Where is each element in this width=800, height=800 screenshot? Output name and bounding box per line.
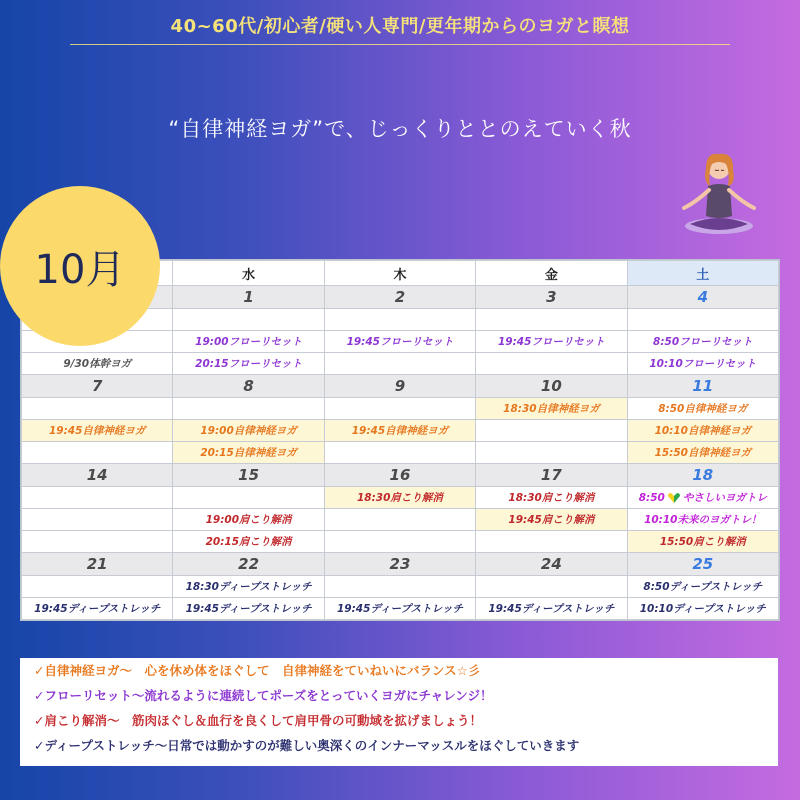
date-cell: 15 xyxy=(173,464,324,487)
weekday-header: 木 xyxy=(324,261,475,286)
calendar-row xyxy=(22,553,779,576)
date-cell: 11 xyxy=(627,375,778,398)
date-cell: 14 xyxy=(22,464,173,487)
class-slot: 15:50肩こり解消 xyxy=(627,531,778,553)
class-slot: 19:45フローリセット xyxy=(476,331,627,353)
class-slot: 19:00肩こり解消 xyxy=(173,509,324,531)
empty-slot xyxy=(476,420,627,442)
calendar-row xyxy=(22,420,779,442)
class-slot: 19:45ディープストレッチ xyxy=(476,598,627,620)
weekday-header: 金 xyxy=(476,261,627,286)
date-cell: 16 xyxy=(324,464,475,487)
calendar-row xyxy=(22,598,779,620)
date-cell: 7 xyxy=(22,375,173,398)
calendar-row xyxy=(22,531,779,553)
class-slot: 10:10ディープストレッチ xyxy=(627,598,778,620)
date-cell: 24 xyxy=(476,553,627,576)
date-cell: 8 xyxy=(173,375,324,398)
date-cell: 9 xyxy=(324,375,475,398)
class-slot: 20:15肩こり解消 xyxy=(173,531,324,553)
date-cell: 22 xyxy=(173,553,324,576)
class-slot: 10:10自律神経ヨガ xyxy=(627,420,778,442)
empty-slot xyxy=(476,531,627,553)
weekday-header: 水 xyxy=(173,261,324,286)
class-slot: 19:45ディープストレッチ xyxy=(22,598,173,620)
date-cell: 4 xyxy=(627,286,778,309)
weekday-header-saturday: 土 xyxy=(627,261,778,286)
class-slot: 10:10未来のヨガトレ！ xyxy=(627,509,778,531)
empty-slot xyxy=(324,576,475,598)
date-cell: 21 xyxy=(22,553,173,576)
class-slot: 19:00フローリセット xyxy=(173,331,324,353)
class-slot: 9/30体幹ヨガ xyxy=(22,353,173,375)
date-cell: 18 xyxy=(627,464,778,487)
class-slot: 20:15フローリセット xyxy=(173,353,324,375)
class-slot: 15:50自律神経ヨガ xyxy=(627,442,778,464)
class-slot: 19:45自律神経ヨガ xyxy=(324,420,475,442)
empty-slot xyxy=(22,576,173,598)
date-cell: 10 xyxy=(476,375,627,398)
empty-slot xyxy=(476,576,627,598)
class-descriptions xyxy=(20,658,778,766)
calendar-row xyxy=(22,442,779,464)
beginner-leaf-icon xyxy=(667,492,681,504)
class-slot: 19:45肩こり解消 xyxy=(476,509,627,531)
calendar-row xyxy=(22,375,779,398)
empty-slot xyxy=(173,487,324,509)
empty-slot xyxy=(324,509,475,531)
empty-slot xyxy=(324,353,475,375)
calendar-row xyxy=(22,398,779,420)
class-slot: 19:45フローリセット xyxy=(324,331,475,353)
class-slot: 20:15自律神経ヨガ xyxy=(173,442,324,464)
date-cell: 23 xyxy=(324,553,475,576)
calendar-row xyxy=(22,353,779,375)
empty-slot xyxy=(324,309,475,331)
description-line: ✓自律神経ヨガ～ 心を休め体をほぐして 自律神経をていねいにバランス☆彡 xyxy=(34,663,481,678)
class-slot xyxy=(627,487,778,509)
date-cell: 17 xyxy=(476,464,627,487)
description-line: ✓ディープストレッチ～日常では動かすのが難しい奥深くのインナーマッスルをほぐしていきます xyxy=(34,738,580,753)
empty-slot xyxy=(173,398,324,420)
class-slot: 19:45ディープストレッチ xyxy=(173,598,324,620)
empty-slot xyxy=(22,531,173,553)
date-cell: 3 xyxy=(476,286,627,309)
empty-slot xyxy=(324,398,475,420)
class-slot: 18:30自律神経ヨガ xyxy=(476,398,627,420)
empty-slot xyxy=(324,531,475,553)
empty-slot xyxy=(22,487,173,509)
calendar-row xyxy=(22,509,779,531)
class-slot: 8:50自律神経ヨガ xyxy=(627,398,778,420)
month-badge xyxy=(0,186,160,346)
empty-slot xyxy=(476,353,627,375)
date-cell: 25 xyxy=(627,553,778,576)
class-slot: 10:10フローリセット xyxy=(627,353,778,375)
month-label: 10月 xyxy=(34,246,126,293)
empty-slot xyxy=(324,442,475,464)
class-slot: 19:45ディープストレッチ xyxy=(324,598,475,620)
calendar-row xyxy=(22,464,779,487)
class-time: 8:50 xyxy=(638,492,665,504)
class-slot: 19:00自律神経ヨガ xyxy=(173,420,324,442)
empty-slot xyxy=(22,509,173,531)
empty-slot xyxy=(22,442,173,464)
class-slot: 18:30肩こり解消 xyxy=(324,487,475,509)
yoga-figure-icon xyxy=(676,146,762,238)
description-line: ✓フローリセット～流れるように連続してポーズをとっていくヨガにチャレンジ！ xyxy=(34,688,493,703)
date-cell: 1 xyxy=(173,286,324,309)
calendar-row xyxy=(22,576,779,598)
empty-slot xyxy=(173,309,324,331)
description-line: ✓肩こり解消～ 筋肉ほぐし＆血行を良くして肩甲骨の可動域を拡げましょう！ xyxy=(34,713,482,728)
empty-slot xyxy=(627,309,778,331)
class-slot: 8:50フローリセット xyxy=(627,331,778,353)
headline: “自律神経ヨガ”で、じっくりととのえていく秋 xyxy=(168,117,632,141)
empty-slot xyxy=(22,398,173,420)
class-name: やさしいヨガトレ xyxy=(682,492,767,504)
banner-underline xyxy=(70,44,730,45)
class-slot: 18:30ディープストレッチ xyxy=(173,576,324,598)
class-slot: 8:50ディープストレッチ xyxy=(627,576,778,598)
empty-slot xyxy=(476,309,627,331)
calendar-row xyxy=(22,487,779,509)
class-slot: 19:45自律神経ヨガ xyxy=(22,420,173,442)
banner-text: 40~60代/初心者/硬い人専門/更年期からのヨガと瞑想 xyxy=(170,16,630,37)
date-cell: 2 xyxy=(324,286,475,309)
calendar-row xyxy=(22,331,779,353)
empty-slot xyxy=(476,442,627,464)
class-slot: 18:30肩こり解消 xyxy=(476,487,627,509)
